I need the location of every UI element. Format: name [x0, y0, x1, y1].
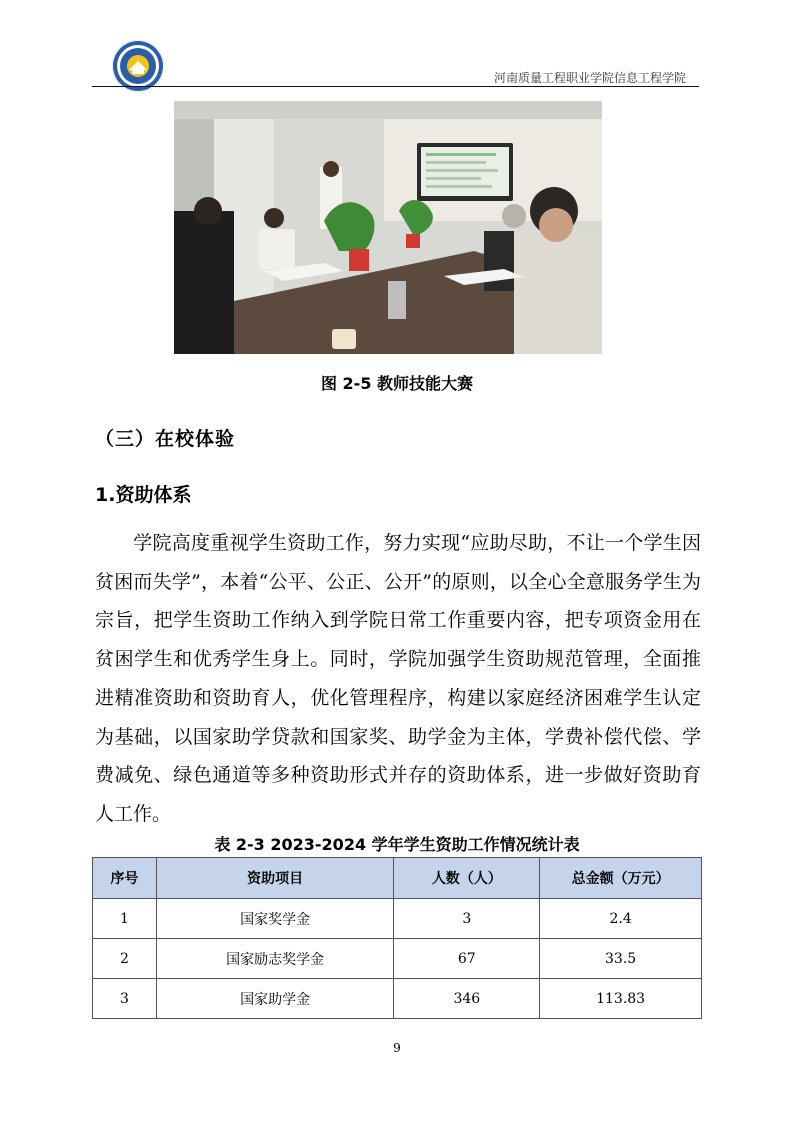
table-title: 表 2-3 2023-2024 学年学生资助工作情况统计表: [214, 835, 580, 854]
body-paragraph: [95, 524, 701, 834]
header-aid-item: 资助项目: [156, 858, 394, 899]
cell-total-amount: 33.5: [540, 939, 702, 979]
cell-serial: 2: [93, 939, 157, 979]
table-row: [93, 899, 702, 939]
cell-people-count: 3: [394, 899, 540, 939]
page-number: 9: [393, 1041, 401, 1055]
header-divider: [92, 86, 699, 87]
subsection-heading: 1.资助体系: [95, 484, 192, 506]
cell-serial: 3: [93, 979, 157, 1019]
table-row: [93, 939, 702, 979]
paragraph-text: 学院高度重视学生资助工作，努力实现“应助尽助，不让一个学生因贫困而失学”，本着“公平、公正、公开”的原则，以全心全意服务学生为宗旨，把学生资助工作纳入到学院日常工作重要内容，把专项资金用在贫困学生和优秀学生身上。同时，学院加强学生资助规范管理，全面推进精准资助和资助育人，优化管理程序，构建以家庭经济困难学生认定为基础，以国家助学贷款和国家奖、助学金为主体，学费补偿代偿、学费减免、绿色通道等多种资助形式并存的资助体系，进一步做好资助育人工作。: [95, 532, 701, 825]
header-serial: 序号: [93, 858, 157, 899]
cell-total-amount: 2.4: [540, 899, 702, 939]
section-heading: （三）在校体验: [95, 428, 236, 450]
cell-serial: 1: [93, 899, 157, 939]
header-people-count: 人数（人）: [394, 858, 540, 899]
cell-aid-item: 国家励志奖学金: [156, 939, 394, 979]
college-seal-icon: [112, 40, 164, 92]
aid-statistics-table: [92, 857, 702, 1019]
table-header-row: [93, 858, 702, 899]
cell-people-count: 346: [394, 979, 540, 1019]
cell-people-count: 67: [394, 939, 540, 979]
college-logo: [112, 40, 164, 92]
cell-aid-item: 国家助学金: [156, 979, 394, 1019]
cell-aid-item: 国家奖学金: [156, 899, 394, 939]
cell-total-amount: 113.83: [540, 979, 702, 1019]
figure-caption: 图 2-5 教师技能大赛: [320, 374, 474, 393]
photo-teacher-skills-contest: [174, 101, 602, 354]
header-total-amount: 总金额（万元）: [540, 858, 702, 899]
meeting-room-photo: [174, 101, 602, 354]
table-row: [93, 979, 702, 1019]
header-institution: 河南质量工程职业学院信息工程学院: [493, 71, 686, 85]
